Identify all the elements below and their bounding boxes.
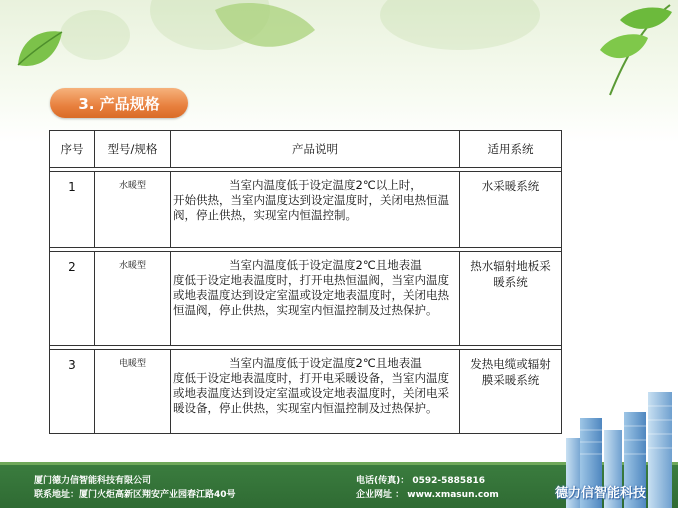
header-desc: 产品说明 (171, 131, 460, 168)
footer-website: 企业网址 ： www.xmasun.com (356, 490, 499, 500)
row-system: 热水辐射地板采暖系统 (460, 252, 562, 346)
row-desc (171, 252, 460, 346)
bokeh-decoration (60, 10, 130, 60)
desc-rest: 度低于设定地表温度时，打开电采暖设备，当室内温度或地表温度达到设定室温或设定地表温度时，关闭电采暖设备，停止供热，实现室内恒温控制及过热保护。 (173, 371, 449, 415)
row-system: 发热电缆或辐射膜采暖系统 (460, 350, 562, 434)
table-header-row (50, 131, 562, 168)
table-row (50, 252, 562, 346)
row-desc (171, 350, 460, 434)
header-system: 适用系统 (460, 131, 562, 168)
section-title-pill (50, 88, 188, 118)
spec-table (49, 130, 562, 434)
row-system: 水采暖系统 (460, 172, 562, 248)
row-no: 1 (50, 172, 95, 248)
table-row (50, 350, 562, 434)
footer-phone: 电话(传真)： 0592-5885816 (356, 476, 485, 486)
header-model: 型号/规格 (95, 131, 171, 168)
row-model: 水暖型 (95, 172, 171, 248)
header-no: 序号 (50, 131, 95, 168)
table-row (50, 172, 562, 248)
section-title: 3. 产品规格 (78, 95, 160, 113)
row-model: 水暖型 (95, 252, 171, 346)
footer-address: 联系地址：厦门火炬高新区翔安产业园春江路40号 (34, 490, 236, 500)
desc-first-line: 当室内温度低于设定温度2℃且地表温 (229, 258, 422, 272)
bokeh-decoration (380, 0, 540, 50)
row-desc (171, 172, 460, 248)
leaf-icon (580, 0, 678, 110)
desc-rest: 度低于设定地表温度时，打开电热恒温阀，当室内温度或地表温度达到设定室温或设定地表温度时，关闭电热恒温阀，停止供热，实现室内恒温控制及过热保护。 (173, 273, 449, 317)
row-no: 2 (50, 252, 95, 346)
desc-first-line: 当室内温度低于设定温度2℃以上时， (229, 178, 422, 192)
desc-first-line: 当室内温度低于设定温度2℃且地表温 (229, 356, 422, 370)
leaf-icon (10, 20, 70, 80)
row-model: 电暖型 (95, 350, 171, 434)
row-no: 3 (50, 350, 95, 434)
desc-rest: 开始供热，当室内温度达到设定温度时，关闭电热恒温阀，停止供热，实现室内恒温控制。 (173, 193, 449, 222)
brand-logo-text: 德力信智能科技 (555, 486, 647, 501)
footer-company: 厦门德力信智能科技有限公司 (34, 476, 152, 486)
leaf-icon (205, 0, 325, 70)
